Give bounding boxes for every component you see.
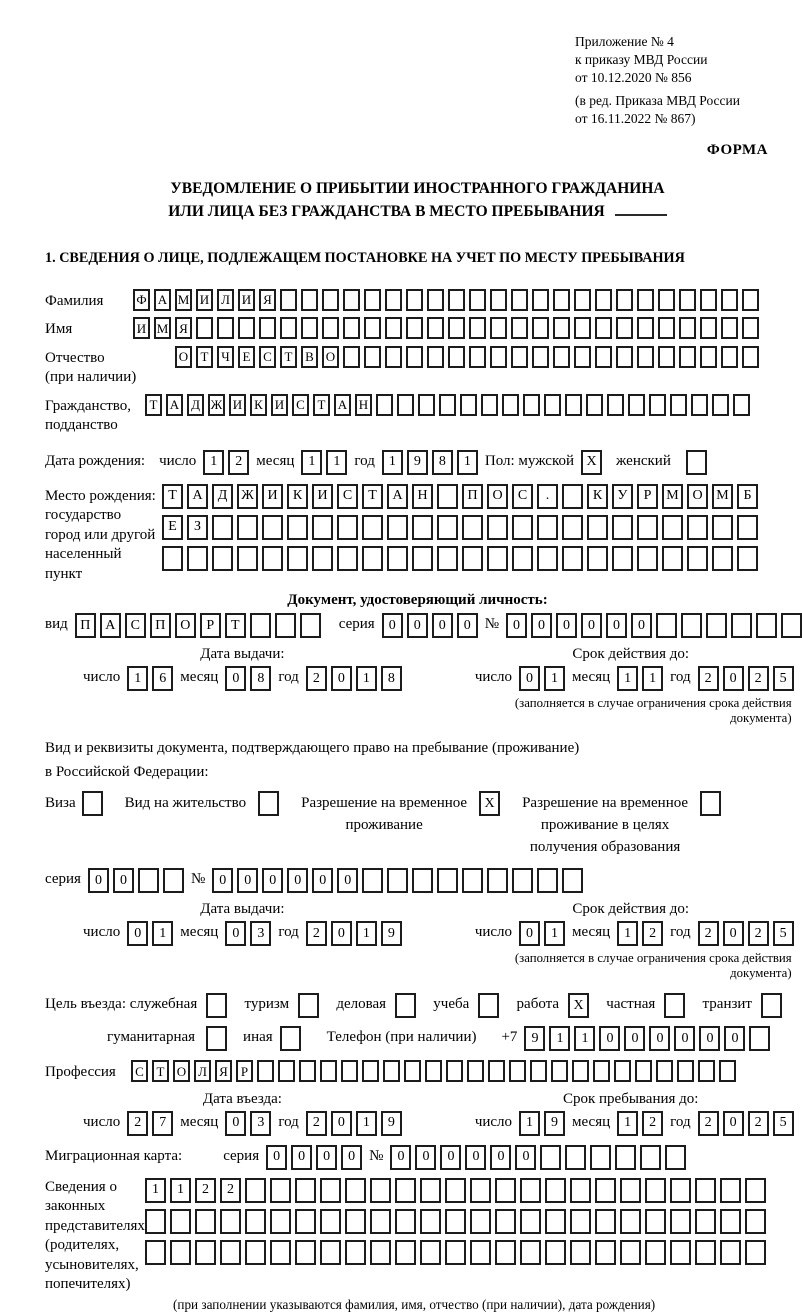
doc-issue-day-input[interactable]: 1 6 [127, 666, 173, 691]
purpose-other-label: иная [243, 1029, 273, 1046]
form-title-line2: ИЛИ ЛИЦА БЕЗ ГРАЖДАНСТВА В МЕСТО ПРЕБЫВАНИЯ [168, 203, 605, 221]
birthplace-input-row1[interactable]: Т А Д Ж И К И С Т А Н П О С . К У Р М О М Б [162, 484, 758, 509]
patronymic-label: Отчество (при наличии) [45, 349, 137, 386]
residence-permit-checkbox[interactable] [258, 791, 279, 816]
purpose-row2 [107, 1026, 790, 1051]
number-label: № [369, 1147, 384, 1164]
visa-label: Виза [45, 795, 76, 812]
doc-issue-year-input[interactable]: 2 0 1 8 [306, 666, 402, 691]
identity-doc-heading: Документ, удостоверяющий личность: [287, 592, 548, 609]
series-label: серия [223, 1147, 260, 1164]
doc-expiry-day-input[interactable]: 0 1 [519, 666, 565, 691]
purpose-humanitarian-label: гуманитарная [107, 1029, 196, 1046]
doc-type-label: вид [45, 616, 68, 633]
validity-label: Срок действия до: [572, 646, 690, 663]
purpose-study-checkbox[interactable] [478, 993, 499, 1018]
migration-series-input[interactable]: 0 0 0 0 [266, 1145, 362, 1170]
doc-issue-month-input[interactable]: 0 8 [225, 666, 271, 691]
purpose-study-label: учеба [433, 996, 470, 1013]
visa-checkbox[interactable] [82, 791, 103, 816]
profession-input[interactable]: С Т О Л Я Р [131, 1060, 736, 1082]
representatives-label: Сведения о законных представителях (родителях, усыновителях, попечителях) [45, 1178, 145, 1293]
doc-expiry-year-input[interactable]: 2 0 2 5 [698, 666, 794, 691]
birth-month-input[interactable]: 1 1 [301, 450, 347, 475]
representatives-input-row3[interactable] [145, 1240, 766, 1265]
identity-doc-dates: Дата выдачи: число 1 6 месяц 0 8 год 2 0 1 8 Срок действия до: число 0 1 месяц 1 1 год 2 0 2 5 (заполняется в случае ограничения срока действия документа) [83, 646, 792, 726]
form-number-blank[interactable] [615, 214, 667, 216]
purpose-private-label: частная [606, 996, 656, 1013]
stay-month-input[interactable]: 1 2 [617, 1111, 663, 1136]
surname-row [45, 289, 790, 312]
sex-female-checkbox[interactable] [686, 450, 707, 475]
representatives-block [45, 1178, 790, 1295]
sex-male-label: Пол: мужской [484, 452, 575, 469]
stay-until-label: Срок пребывания до: [562, 1090, 699, 1107]
section1-heading: 1. СВЕДЕНИЯ О ЛИЦЕ, ПОДЛЕЖАЩЕМ ПОСТАНОВКЕ НА УЧЕТ ПО МЕСТУ ПРЕБЫВАНИЯ [45, 249, 685, 266]
series-label: серия [338, 616, 375, 633]
migration-card-label: Миграционная карта: [45, 1147, 183, 1164]
purpose-other-checkbox[interactable] [280, 1026, 301, 1051]
entry-day-input[interactable]: 2 7 [127, 1111, 173, 1136]
purpose-row [45, 993, 790, 1018]
purpose-business-checkbox[interactable] [395, 993, 416, 1018]
year-label: год [354, 452, 375, 469]
sex-male-checkbox[interactable]: X [581, 450, 602, 475]
permit-expiry-year-input[interactable]: 2 0 2 5 [698, 921, 794, 946]
temp-residence-edu-checkbox[interactable] [700, 791, 721, 816]
doc-number-input[interactable]: 0 0 0 0 0 0 [506, 613, 802, 638]
purpose-official-checkbox[interactable] [206, 993, 227, 1018]
stay-day-input[interactable]: 1 9 [519, 1111, 565, 1136]
residence-permit-label: Вид на жительство [124, 795, 247, 812]
temp-residence-label: Разрешение на временное проживание [301, 795, 468, 833]
validity-label: Срок действия до: [572, 901, 690, 918]
doc-series-input[interactable]: 0 0 0 0 [382, 613, 478, 638]
appendix-line: Приложение № 4 [575, 34, 674, 49]
permit-number-input[interactable]: 0 0 0 0 0 0 [212, 868, 583, 893]
amendment-line: (в ред. Приказа МВД России [575, 92, 740, 108]
permit-dates: Дата выдачи: число 0 1 месяц 0 3 год 2 0 1 9 Срок действия до: число 0 1 месяц 1 2 год 2 0 2 5 (заполняется в случае ограничения срока действия документа) [83, 901, 792, 981]
stay-year-input[interactable]: 2 0 2 5 [698, 1111, 794, 1136]
amendment-line: от 16.11.2022 № 867) [575, 110, 696, 126]
permit-issue-month-input[interactable]: 0 3 [225, 921, 271, 946]
patronymic-input[interactable]: О Т Ч Е С Т В О [175, 346, 759, 368]
permit-expiry-month-input[interactable]: 1 2 [617, 921, 663, 946]
day-label: число [159, 452, 197, 469]
issue-date-label: Дата выдачи: [200, 646, 285, 663]
residence-doc-types [45, 790, 790, 858]
permit-series-row [45, 868, 790, 893]
entry-date-label: Дата въезда: [202, 1090, 282, 1107]
month-label: месяц [256, 452, 295, 469]
form-label: ФОРМА [706, 142, 768, 159]
permit-expiry-day-input[interactable]: 0 1 [519, 921, 565, 946]
temp-residence-checkbox[interactable]: X [479, 791, 500, 816]
given-name-row [45, 317, 790, 340]
given-name-input[interactable]: И М Я [133, 317, 759, 339]
validity-note: (заполняется в случае ограничения срока действия документа) [514, 951, 792, 981]
migration-card-row [45, 1145, 790, 1170]
purpose-work-label: работа [516, 996, 560, 1013]
form-title [45, 177, 790, 224]
citizenship-input[interactable]: Т А Д Ж И К И С Т А Н [145, 394, 750, 416]
purpose-tourism-label: туризм [244, 996, 290, 1013]
residence-doc-paragraph: Вид и реквизиты документа, подтверждающего право на пребывание (проживание) в Российской Федерации: [45, 740, 580, 781]
birthplace-block [45, 484, 790, 585]
purpose-humanitarian-checkbox[interactable] [206, 1026, 227, 1051]
issue-date-label: Дата выдачи: [200, 901, 285, 918]
sex-female-label: женский [616, 452, 671, 469]
purpose-tourism-checkbox[interactable] [298, 993, 319, 1018]
migration-number-input[interactable]: 0 0 0 0 0 0 [390, 1145, 686, 1170]
form-title-line1: УВЕДОМЛЕНИЕ О ПРИБЫТИИ ИНОСТРАННОГО ГРАЖДАНИНА [170, 180, 665, 198]
permit-issue-day-input[interactable]: 0 1 [127, 921, 173, 946]
citizenship-label: Гражданство, подданство [45, 397, 132, 434]
entry-stay-dates: Дата въезда: число 2 7 месяц 0 3 год 2 0 1 9 Срок пребывания до: число 1 9 месяц 1 2 год 2 0 2 5 [45, 1091, 790, 1136]
purpose-transit-checkbox[interactable] [761, 993, 782, 1018]
number-label: № [484, 616, 499, 633]
representatives-input-row2[interactable] [145, 1209, 766, 1234]
birth-day-input[interactable]: 1 2 [203, 450, 249, 475]
birth-year-input[interactable]: 1 9 8 1 [382, 450, 478, 475]
birthplace-input-row2[interactable]: Е З [162, 515, 758, 540]
profession-label: Профессия [45, 1064, 116, 1081]
phone-input[interactable]: 9 1 1 0 0 0 0 0 0 [524, 1026, 770, 1051]
doc-expiry-month-input[interactable]: 1 1 [617, 666, 663, 691]
identity-doc-row [45, 613, 790, 638]
phone-prefix: +7 [501, 1029, 518, 1046]
birthplace-label: Место рождения: государство город или другой населенный пункт [45, 487, 156, 582]
birth-date-label: Дата рождения: [45, 452, 146, 469]
permit-issue-year-input[interactable]: 2 0 1 9 [306, 921, 402, 946]
patronymic-row [45, 346, 790, 388]
permit-series-input[interactable]: 0 0 [88, 868, 184, 893]
doc-type-input[interactable]: П А С П О Р Т [75, 613, 321, 638]
number-label: № [190, 871, 206, 888]
birth-date-row [45, 450, 790, 475]
series-label: серия [45, 871, 81, 888]
surname-label: Фамилия [45, 292, 104, 309]
appendix-line: от 10.12.2020 № 856 [575, 70, 692, 86]
purpose-transit-label: транзит [702, 996, 752, 1013]
birthplace-input-row3[interactable] [162, 546, 758, 571]
representatives-note: (при заполнении указываются фамилия, имя, отчество (при наличии), дата рождения) [173, 1296, 656, 1312]
validity-note: (заполняется в случае ограничения срока действия документа) [514, 696, 792, 726]
purpose-private-checkbox[interactable] [664, 993, 685, 1018]
appendix-line: к приказу МВД России [575, 52, 708, 68]
purpose-official-label: Цель въезда: служебная [45, 996, 198, 1013]
representatives-input-row1[interactable]: 1 1 2 2 [145, 1178, 766, 1203]
given-name-label: Имя [45, 321, 73, 338]
surname-input[interactable]: Ф А М И Л И Я [133, 289, 759, 311]
header-appendix [575, 33, 790, 128]
entry-month-input[interactable]: 0 3 [225, 1111, 271, 1136]
entry-year-input[interactable]: 2 0 1 9 [306, 1111, 402, 1136]
purpose-work-checkbox[interactable]: X [568, 993, 589, 1018]
citizenship-row [45, 394, 790, 436]
purpose-business-label: деловая [336, 996, 387, 1013]
profession-row [45, 1060, 790, 1083]
phone-label: Телефон (при наличии) [326, 1029, 477, 1046]
temp-residence-edu-label: Разрешение на временное проживание в целях получения образования [522, 795, 689, 855]
